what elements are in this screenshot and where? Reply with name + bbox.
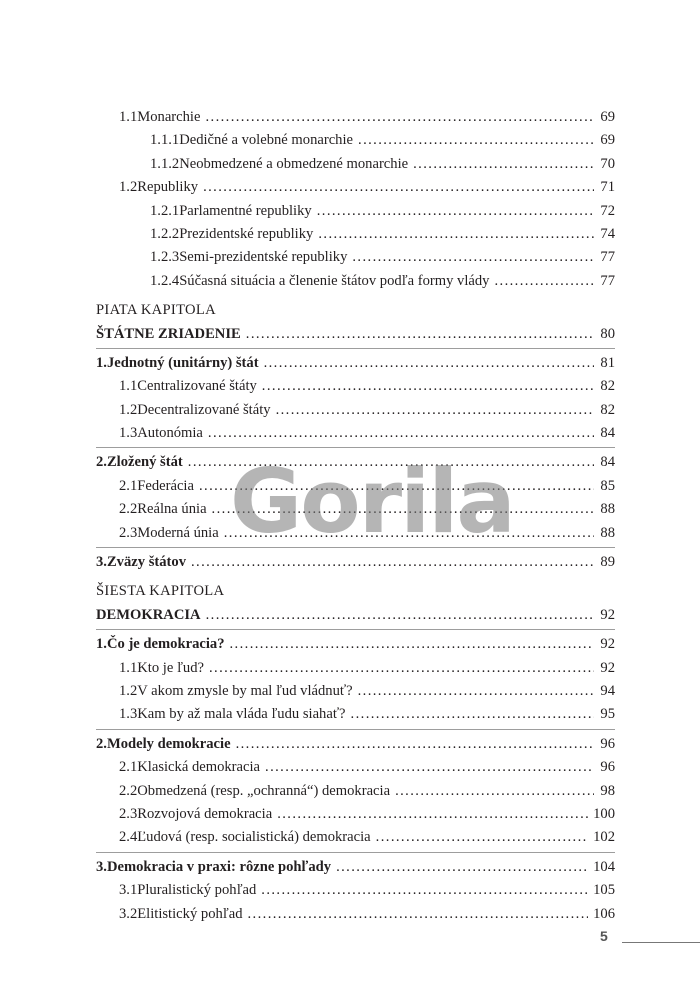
toc-entry-title: Dedičné a volebné monarchie xyxy=(179,132,354,149)
toc-entry-number: 1.3 xyxy=(119,425,138,442)
toc-entry[interactable] xyxy=(96,106,615,129)
toc-entry-title: Reálna únia xyxy=(137,501,207,518)
toc-entry-page: 85 xyxy=(600,477,615,494)
toc-entry-number: 2.1 xyxy=(119,477,138,494)
toc-entry-number: 1.1 xyxy=(119,109,138,125)
toc-entry-page: 81 xyxy=(600,354,615,371)
toc-entry-title: Parlamentné republiky xyxy=(179,202,312,219)
dot-leader xyxy=(317,200,594,223)
toc-entry-title: DEMOKRACIA xyxy=(96,606,201,623)
toc-entry-page: 89 xyxy=(600,554,615,571)
toc-entry-page: 106 xyxy=(593,905,615,922)
toc-entry-title: Neobmedzené a obmedzené monarchie xyxy=(179,155,409,172)
toc-entry[interactable] xyxy=(96,703,615,726)
toc-entry[interactable] xyxy=(96,826,615,849)
section-divider xyxy=(96,852,615,853)
dot-leader xyxy=(318,223,594,246)
toc-entry-page: 96 xyxy=(600,735,615,752)
toc-entry-number: 2. xyxy=(96,735,107,752)
toc-entry-number: 2.3 xyxy=(119,524,138,541)
toc-entry-page: 70 xyxy=(600,155,615,172)
toc-entry-page: 88 xyxy=(600,524,615,541)
toc-entry-page: 82 xyxy=(600,401,615,418)
toc-entry-page: 105 xyxy=(593,882,615,899)
toc-entry-number: 2.2 xyxy=(119,782,138,799)
toc-entry-title: Čo je demokracia? xyxy=(106,636,225,653)
dot-leader xyxy=(494,270,594,293)
toc-entry-page: 94 xyxy=(600,682,615,699)
toc-entry-number: 1.2 xyxy=(119,401,138,418)
toc-entry[interactable] xyxy=(96,399,615,422)
dot-leader xyxy=(358,680,594,703)
toc-entry-title: Autonómia xyxy=(137,425,203,442)
toc-entry-page: 100 xyxy=(593,805,615,822)
toc-entry[interactable] xyxy=(96,522,615,545)
section-divider xyxy=(96,447,615,448)
toc-entry-page: 82 xyxy=(600,378,615,395)
dot-leader xyxy=(277,803,588,826)
toc-entry-number: 2.3 xyxy=(119,805,138,822)
toc-entry-page: 95 xyxy=(600,706,615,723)
toc-entry-number: 3.2 xyxy=(119,905,138,922)
toc-entry[interactable] xyxy=(96,200,615,223)
dot-leader xyxy=(358,129,594,152)
toc-entry-title: Semi-prezidentské republiky xyxy=(179,249,348,266)
toc-entry[interactable] xyxy=(96,323,615,346)
toc-entry[interactable] xyxy=(96,352,615,375)
dot-leader xyxy=(376,826,588,849)
toc-entry-page: 74 xyxy=(600,225,615,242)
toc-entry-title: ŠTÁTNE ZRIADENIE xyxy=(96,325,241,342)
toc-entry-number: 3. xyxy=(96,858,107,875)
chapter-label: PIATA KAPITOLA xyxy=(96,302,216,319)
toc-entry-number: 1.2 xyxy=(119,682,138,699)
dot-leader xyxy=(203,176,594,199)
dot-leader xyxy=(208,422,594,445)
dot-leader xyxy=(205,106,594,129)
toc-entry-title: Kam by až mala vláda ľudu siahať? xyxy=(137,706,346,723)
toc-entry-number: 1.1 xyxy=(119,378,138,395)
toc-entry-page: 96 xyxy=(600,759,615,776)
toc-entry-title: Zložený štát xyxy=(106,454,183,471)
toc-entry-title: Centralizované štáty xyxy=(137,378,257,395)
toc-entry-title: Klasická demokracia xyxy=(137,759,261,776)
toc-entry-page: 92 xyxy=(600,606,615,623)
toc-entry-title: Prezidentské republiky xyxy=(179,225,314,242)
toc-entry[interactable] xyxy=(96,551,615,574)
section-divider xyxy=(96,348,615,349)
dot-leader xyxy=(413,153,594,176)
toc-entry-page: 72 xyxy=(600,202,615,219)
watermark-logo: Gorila xyxy=(230,450,514,553)
toc-entry-title: Decentralizované štáty xyxy=(137,401,271,418)
toc-entry[interactable] xyxy=(96,153,615,176)
toc-entry-title: Jednotný (unitárny) štát xyxy=(106,354,259,371)
toc-entry[interactable] xyxy=(96,657,615,680)
dot-leader xyxy=(212,498,594,521)
toc-entry-number: 2. xyxy=(96,454,107,471)
toc-entry-title: Obmedzená (resp. „ochranná“) demokracia xyxy=(137,782,391,799)
toc-entry[interactable] xyxy=(96,604,615,627)
toc-entry[interactable] xyxy=(96,451,615,474)
dot-leader xyxy=(236,733,594,756)
toc-entry[interactable] xyxy=(96,856,615,879)
toc-entry-page: 84 xyxy=(600,454,615,471)
dot-leader xyxy=(188,451,594,474)
dot-leader xyxy=(395,780,594,803)
toc-entry-page: 92 xyxy=(600,659,615,676)
toc-entry-title: Monarchie xyxy=(137,109,201,125)
toc-entry-number: 2.1 xyxy=(119,759,138,776)
toc-entry[interactable] xyxy=(96,475,615,498)
table-of-contents xyxy=(96,106,615,926)
toc-entry-number: 1.2.3 xyxy=(150,249,180,266)
dot-leader xyxy=(336,856,588,879)
toc-entry-title: Pluralistický pohľad xyxy=(137,882,257,899)
toc-entry-page: 98 xyxy=(600,782,615,799)
toc-entry-number: 2.4 xyxy=(119,829,138,846)
toc-entry-number: 1. xyxy=(96,636,107,653)
toc-entry-title: Zväzy štátov xyxy=(106,554,186,571)
toc-entry[interactable] xyxy=(96,270,615,293)
toc-entry-title: Demokracia v praxi: rôzne pohľady xyxy=(106,858,332,875)
dot-leader xyxy=(276,399,594,422)
toc-entry-page: 77 xyxy=(600,249,615,266)
toc-entry-number: 1.1.1 xyxy=(150,132,180,149)
toc-entry-number: 1.2.4 xyxy=(150,272,180,289)
toc-entry[interactable] xyxy=(96,756,615,779)
section-divider xyxy=(96,629,615,630)
toc-entry[interactable] xyxy=(96,633,615,656)
toc-entry-number: 1.2.2 xyxy=(150,225,180,242)
toc-entry-number: 1.2.1 xyxy=(150,202,180,219)
toc-entry-number: 3.1 xyxy=(119,882,138,899)
toc-entry[interactable] xyxy=(96,879,615,902)
toc-entry-page: 69 xyxy=(600,109,615,125)
dot-leader xyxy=(209,657,594,680)
toc-entry[interactable] xyxy=(96,375,615,398)
toc-entry-title: Kto je ľud? xyxy=(137,659,204,676)
dot-leader xyxy=(248,903,589,926)
toc-entry-page: 71 xyxy=(600,179,615,196)
toc-entry[interactable] xyxy=(96,246,615,269)
toc-entry-title: Republiky xyxy=(137,179,199,196)
toc-entry-number: 1.2 xyxy=(119,179,138,196)
toc-entry-number: 3. xyxy=(96,554,107,571)
toc-entry-number: 1.1.2 xyxy=(150,155,180,172)
toc-entry[interactable] xyxy=(96,733,615,756)
section-divider xyxy=(96,729,615,730)
toc-entry-title: Súčasná situácia a členenie štátov podľa formy vlády xyxy=(179,272,490,289)
chapter-label: ŠIESTA KAPITOLA xyxy=(96,583,225,600)
dot-leader xyxy=(264,352,594,375)
dot-leader xyxy=(352,246,594,269)
toc-entry-page: 77 xyxy=(600,272,615,289)
toc-entry[interactable] xyxy=(96,498,615,521)
dot-leader xyxy=(351,703,594,726)
toc-entry-title: Modely demokracie xyxy=(106,735,231,752)
toc-entry-title: Rozvojová demokracia xyxy=(137,805,273,822)
toc-entry-page: 104 xyxy=(593,858,615,875)
toc-entry-number: 1.1 xyxy=(119,659,138,676)
toc-entry[interactable] xyxy=(96,176,615,199)
section-divider xyxy=(96,547,615,548)
toc-entry-page: 88 xyxy=(600,501,615,518)
toc-entry-page: 84 xyxy=(600,425,615,442)
toc-entry-number: 2.2 xyxy=(119,501,138,518)
toc-entry-number: 1.3 xyxy=(119,706,138,723)
toc-entry-title: Federácia xyxy=(137,477,194,494)
page-number: 5 xyxy=(600,928,608,944)
dot-leader xyxy=(224,522,594,545)
toc-entry[interactable] xyxy=(96,129,615,152)
toc-entry-title: Moderná únia xyxy=(137,524,219,541)
dot-leader xyxy=(246,323,594,346)
toc-entry[interactable] xyxy=(96,680,615,703)
dot-leader xyxy=(206,604,594,627)
dot-leader xyxy=(199,475,594,498)
dot-leader xyxy=(262,375,594,398)
dot-leader xyxy=(191,551,594,574)
page-number-rule xyxy=(622,942,700,943)
toc-entry[interactable] xyxy=(96,780,615,803)
toc-entry-page: 102 xyxy=(593,829,615,846)
toc-entry-page: 80 xyxy=(600,325,615,342)
toc-entry[interactable] xyxy=(96,422,615,445)
toc-entry-page: 69 xyxy=(600,132,615,149)
toc-entry[interactable] xyxy=(96,803,615,826)
toc-entry-title: Ľudová (resp. socialistická) demokracia xyxy=(137,829,371,846)
toc-entry-title: V akom zmysle by mal ľud vládnuť? xyxy=(137,682,353,699)
dot-leader xyxy=(230,633,595,656)
toc-entry-page: 92 xyxy=(600,636,615,653)
toc-entry[interactable] xyxy=(96,903,615,926)
dot-leader xyxy=(265,756,594,779)
toc-entry-title: Elitistický pohľad xyxy=(137,905,243,922)
toc-entry-number: 1. xyxy=(96,354,107,371)
dot-leader xyxy=(261,879,588,902)
toc-entry[interactable] xyxy=(96,223,615,246)
